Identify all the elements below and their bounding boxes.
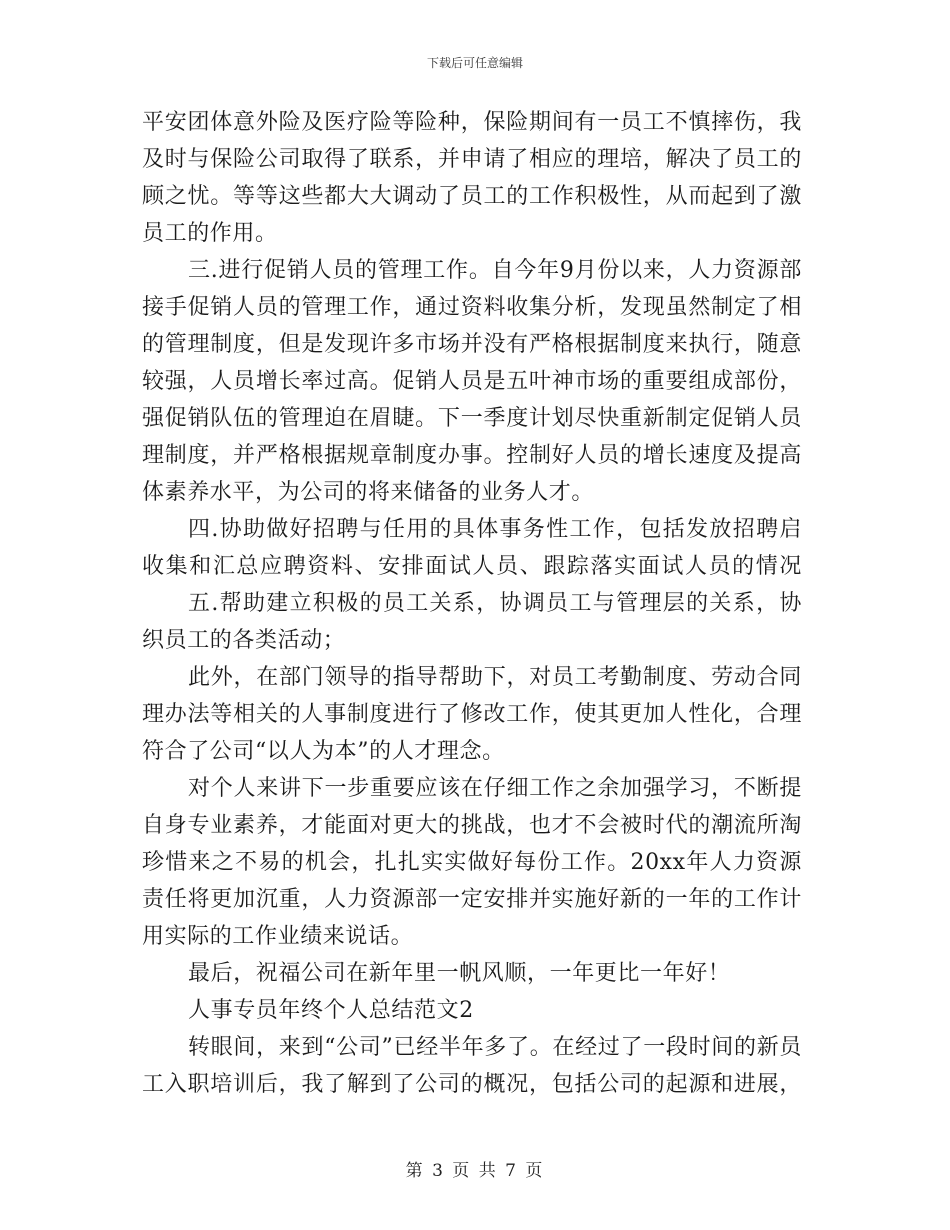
page-footer: 第 3 页 共 7 页 (405, 1161, 545, 1181)
text-line: 最后，祝福公司在新年里一帆风顺，一年更比一年好！ (188, 961, 731, 986)
text-line: 收集和汇总应聘资料、安排面试人员、跟踪落实面试人员的情况 (142, 554, 802, 579)
text-line: 顾之忧。等等这些都大大调动了员工的工作积极性，从而起到了激 (142, 184, 802, 209)
text-line: 理办法等相关的人事制度进行了修改工作，使其更加人性化，合理 (142, 702, 802, 727)
text-line: 较强，人员增长率过高。促销人员是五叶神市场的重要组成部份， (142, 369, 802, 394)
text-line: 责任将更加沉重，人力资源部一定安排并实施好新的一年的工作计 (142, 887, 802, 912)
text-line: 对个人来讲下一步重要应该在仔细工作之余加强学习，不断提 (188, 776, 802, 801)
text-line: 用实际的工作业绩来说话。 (142, 924, 414, 949)
text-line: 及时与保险公司取得了联系，并申请了相应的理培，解决了员工的 (142, 147, 802, 172)
text-line: 接手促销人员的管理工作，通过资料收集分析，发现虽然制定了相 (142, 295, 802, 320)
text-line: 四.协助做好招聘与任用的具体事务性工作，包括发放招聘启 (188, 517, 802, 542)
text-line: 人事专员年终个人总结范文2 (188, 998, 474, 1023)
text-line: 的管理制度，但是发现许多市场并没有严格根据制度来执行，随意 (142, 332, 802, 357)
text-line: 三.进行促销人员的管理工作。自今年9月份以来，人力资源部 (188, 258, 802, 283)
text-line: 自身专业素养，才能面对更大的挑战，也才不会被时代的潮流所淘 (142, 813, 802, 838)
document-body (142, 104, 802, 1103)
text-line: 体素养水平，为公司的将来储备的业务人才。 (142, 480, 595, 505)
text-line: 平安团体意外险及医疗险等险种，保险期间有一员工不慎摔伤，我 (142, 110, 802, 135)
text-line: 转眼间，来到“公司”已经半年多了。在经过了一段时间的新员 (188, 1035, 802, 1060)
text-line: 符合了公司“以人为本”的人才理念。 (142, 739, 505, 764)
page-header: 下载后可任意编辑 (426, 56, 523, 70)
text-line: 珍惜来之不易的机会，扎扎实实做好每份工作。20xx年人力资源 (142, 850, 802, 875)
text-line: 此外，在部门领导的指导帮助下，对员工考勤制度、劳动合同 (188, 665, 802, 690)
text-line: 工入职培训后，我了解到了公司的概况，包括公司的起源和进展， (142, 1072, 802, 1097)
text-line: 织员工的各类活动； (142, 628, 346, 653)
text-line: 强促销队伍的管理迫在眉睫。下一季度计划尽快重新制定促销人员 (142, 406, 802, 431)
text-line: 员工的作用。 (142, 221, 278, 246)
text-line: 理制度，并严格根据规章制度办事。控制好人员的增长速度及提高 (142, 443, 802, 468)
text-line: 五.帮助建立积极的员工关系，协调员工与管理层的关系，协 (188, 591, 802, 616)
